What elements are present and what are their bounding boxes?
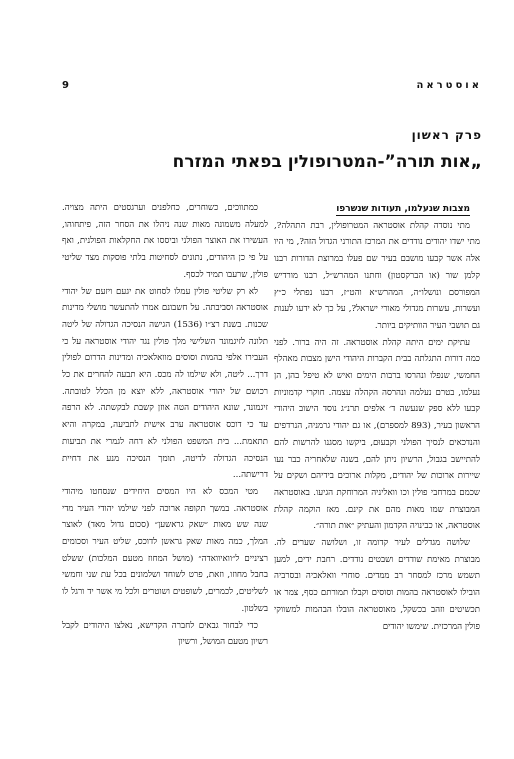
running-header xyxy=(62,80,482,96)
page-number: 9 xyxy=(62,80,72,91)
paragraph: כדי לבחור גבאים לחברה הקדישא, נאלצו היהודים לקבל רשיון מטעם המושל, ורשיון xyxy=(62,620,268,648)
paragraph: כמתווכים, כשוחרים, כחלפנים וערגסטים היתה מצויה. למעלה משמונה מאות שנה ניהלו את הסחר הזה, פיתחוהו, העשירו את האוצר הפולני וביססו את החקלאות הפולנית, ואף על פי כן היהודים, נתונים לסחיטות בלתי פוסקות מצד שליטי פולין, שרעבו תמיד לכסף. xyxy=(62,203,268,280)
chapter-label: פרק ראשון xyxy=(411,128,482,142)
section-subheading: מצבות שנעלמו, תעודות שנשרפו xyxy=(336,204,470,214)
paragraph: מטי המכס לא היו המסים היחידים שנסחטו מיהודי אוסטראה. במשך תקופה ארוכה לפני שילמו יהודי העיר מדי שנה שש מאות ״שאק גראשען״ (סכום גדול מאד) לאוצר המלך, כמה מאות שאק גראשן לדוכס, שליט העיר וסכומים רציניים ל״וואיוואדה״ (מושל המחוז מטעם המלכות) ששלט בחבל מחוזו, וזאת, פרט לשוחד ושלמונים בכל עת שני וחמשי לשליטים, לכמרים, לשופטים ושוטרים ולכל מי אשר יד ורגל לו בשלטון. xyxy=(62,486,268,614)
paragraph: עתיקת ימים היתה קהלת אוסטראה. זה היה ברור. לפני כמה דורות התגלתה בבית הקברות היהודי הישן מצבות מאהלף החמשי, שנפלו ונהרסו ברבות הימים ואיש לא טיפל בהן, הן נעלמו, בטרם נעלמה ונהרסה הקהלה עצמה. חוקרי קדמוניות קבעו ללא ספק שנעשה ד׳ אלפים תרנ״ג נוסד הישוב היהודי הראשון בעיר, (893 למספרם), או גם יהודי גרמניה, הנרדפים והנדכאים לנסיך הפולני וקבעוּם, ביקשו מסגנו להרשות להם להתיישב בגבול, הרשיון ניתן להם, בשנה שלאחריה כבר נעו שיירות ארוכות של יהודים, מקלות ארוכים בידיהם ושקים על שכמם במרחבי פולין וכו וואליניה המרוחקת הגיעו. באוסטראה המבוצרת שמו מאות מהם את קינם. מאז הוקמה קהלת אוסטראה, או כבינויה הקדמון והעתיק ״אות תורה״. xyxy=(274,337,480,532)
left-text-column xyxy=(62,200,268,651)
paragraph: שלושה מגדלים לעיר קדומה זו, ושלושה שערים לה. מבוצרת מאימת שודדים ושבטים נודדים. רחבת ידים, למען תשמש מרכז למסחר רב ממדים. סוחרי וואלאכיה ובסרביה הובילו לאוסטראה בהמות וסוסים וקבלו תמורתם כסף, צמר או תכשיטים וזהב בכשקל, מאוסטראה הובלו הבהמות למשווקי פולין המרכזית. שימשו יהודים xyxy=(274,538,480,632)
paragraph: מתי נוסדה קהלת אוסטראה המטרופולין, רבת התהלה?, מתי ישדו יהודים נודדים את המרכז התורני הגדול הזה?, מי היו אלה אשר קבעו מושבם בעיר שם פעלו במרוצת הדורות רבנו קלמן שור (או הברקסטון) וחתנו המהרש״ל, רבנו מורדיש המפורסם ונושלו״ה, המהרש״א והט״ז, רבנו נפתלי כ״ץ ועשרות, עשרות מגדולי מאורי ישראל?, על כך לא ידעו לענות גם תושבי העיר הוותיקים ביותר. xyxy=(274,220,480,331)
running-title: אוסטראה xyxy=(416,80,482,91)
paragraph: לא רק שליטי פולין עמלו לסחוט את יגעם ויזעם של יהודי אוסטראה וסביבתה. על חשבונם אמרו להתעשר מושלי מדינות שכנות. בשנת רצ״ו (1536) הגישה הנסיכה הגדולה של ליטה תלונה לזיגמונד השלישי מלך פולין נגד יהודי אוסטראה על כי העבירו אלפי בהמות וסוסים מוואלאכיה ומדינות הדרום לפולין דרך... ליטה, ולא שילמו לה מכס. היא תבעה להחרים את כל רכושם של יהודי אוסטראה, ללא יוצא מן הכלל לטובתה. זיגמונד, שונא היהודים הטה אוזן קשבת לבקשתה. לא הרפה עד כי דוכס אוסטראה ערב אישית לתביעה, במקרה והיא תתאמת... בית המשפט הפולני לא דחה לגמרי את תביעות הנסיכה הגדולה לדיטה, תומך הנסיכה מנע את דחיית דרישתה... xyxy=(62,286,269,481)
right-text-column xyxy=(274,201,480,635)
chapter-title: „אות תורה”-המטרופולין בפאתי המזרח xyxy=(172,152,482,172)
